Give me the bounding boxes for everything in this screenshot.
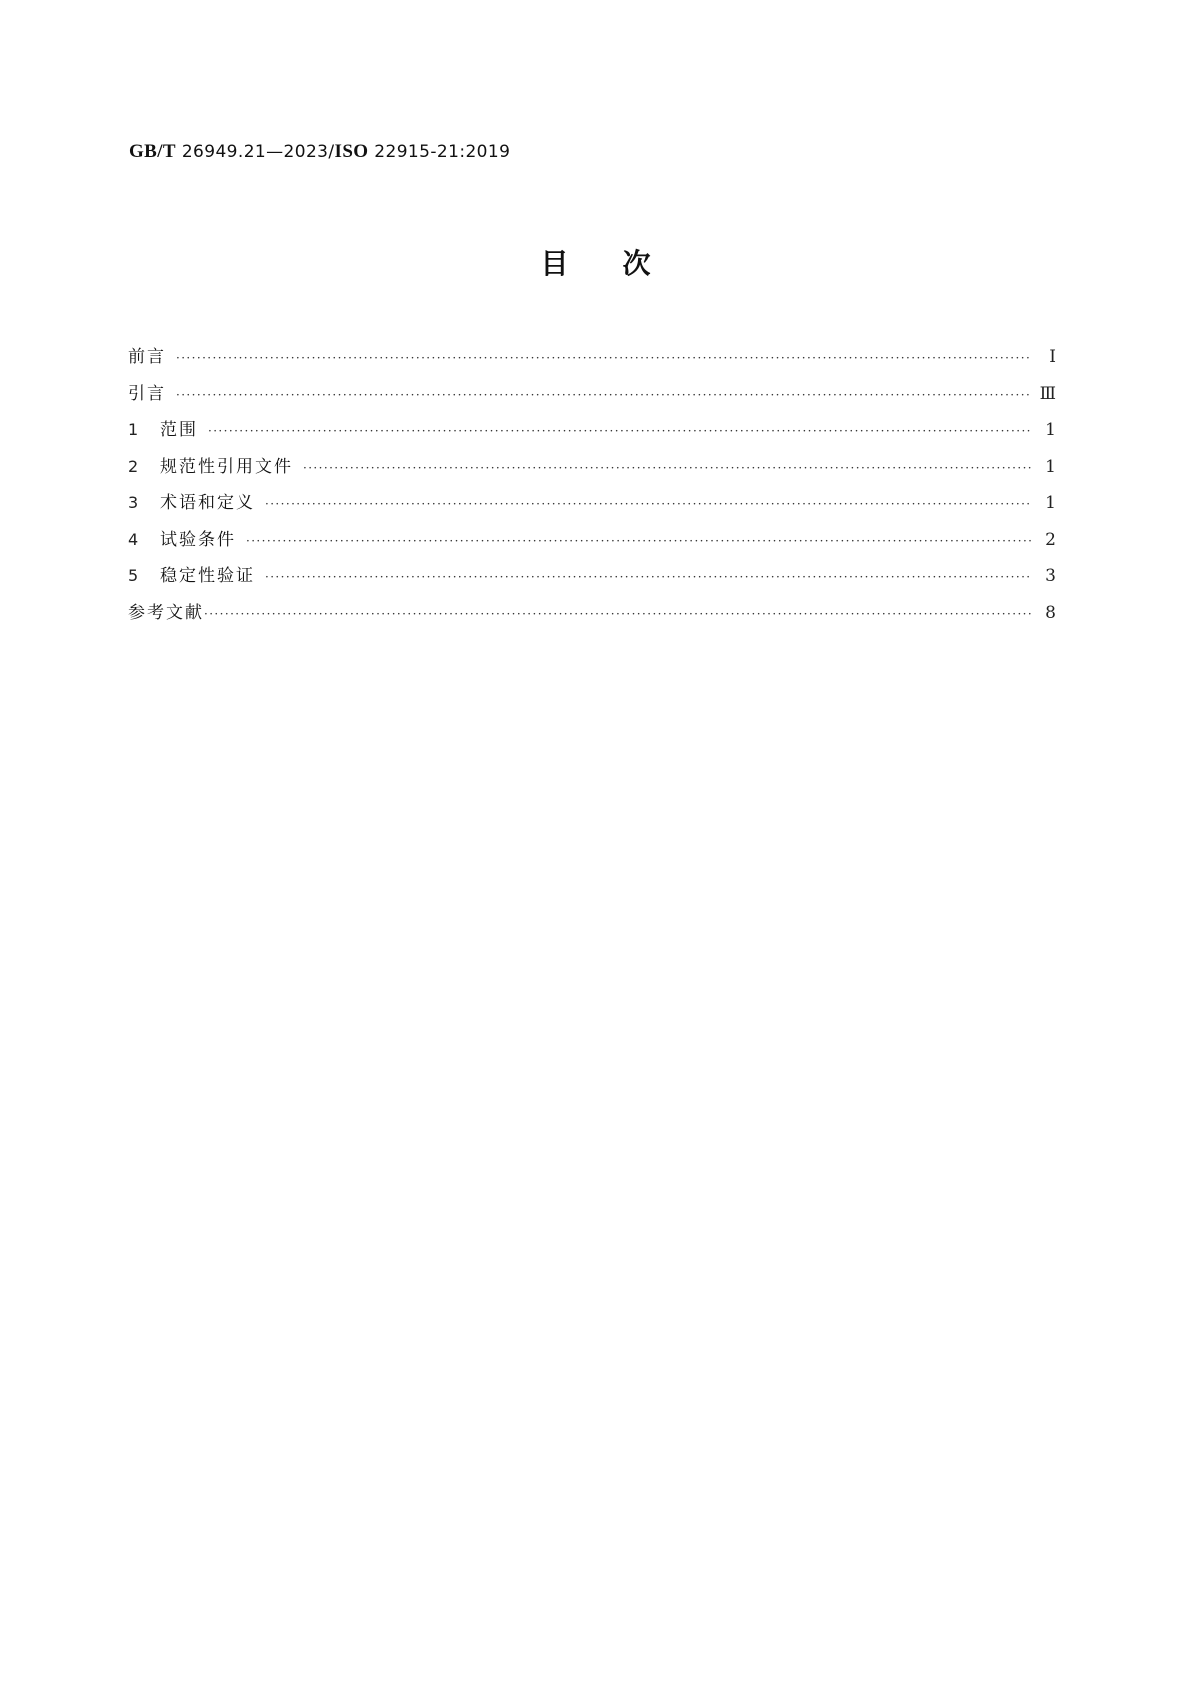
toc-entry-number: 3 <box>128 493 139 512</box>
standard-code-number: 26949.21—2023/ <box>176 142 335 162</box>
toc-entry-page: Ⅰ <box>1049 347 1056 367</box>
toc-entry-foreword[interactable] <box>128 345 1056 382</box>
toc-dot-leader <box>176 383 1032 407</box>
standard-number-header <box>129 140 510 164</box>
toc-dot-leader <box>265 492 1032 516</box>
standard-code-prefix: GB/T <box>129 141 177 162</box>
toc-entry-bibliography[interactable] <box>128 601 1056 638</box>
toc-dot-leader <box>204 602 1032 626</box>
toc-dot-leader <box>176 346 1032 370</box>
toc-entry-page: 8 <box>1045 602 1056 623</box>
iso-code-number: 22915-21:2019 <box>368 142 511 162</box>
toc-dot-leader <box>208 419 1032 443</box>
toc-entry-label: 参考文献 <box>128 602 204 623</box>
toc-entry-number: 4 <box>128 529 139 549</box>
toc-entry-page: 3 <box>1045 566 1056 586</box>
toc-entry-label: 前言 <box>128 347 166 367</box>
toc-dot-leader <box>246 529 1032 553</box>
toc-title: 目次 <box>540 247 705 280</box>
toc-entry-terms-definitions[interactable] <box>128 491 1056 528</box>
toc-entry-scope[interactable] <box>128 418 1056 455</box>
toc-entry-page: 1 <box>1045 493 1056 513</box>
toc-dot-leader <box>303 456 1032 480</box>
toc-entry-page: Ⅲ <box>1039 383 1056 404</box>
iso-code-prefix: ISO <box>334 141 369 162</box>
toc-entry-page: 1 <box>1045 456 1056 477</box>
toc-entry-normative-references[interactable] <box>128 455 1056 492</box>
toc-entry-label: 稳定性验证 <box>160 566 255 586</box>
toc-dot-leader <box>265 565 1032 589</box>
toc-entry-number: 1 <box>128 420 139 439</box>
toc-entry-label: 术语和定义 <box>160 493 255 513</box>
toc-entry-label: 规范性引用文件 <box>160 456 293 477</box>
toc-entry-number: 5 <box>128 566 139 585</box>
toc-entry-page: 2 <box>1045 529 1056 550</box>
toc-entry-introduction[interactable] <box>128 382 1056 419</box>
toc-entry-stability-verification[interactable] <box>128 564 1056 601</box>
toc-entry-number: 2 <box>128 456 139 476</box>
toc-entry-label: 试验条件 <box>160 529 236 550</box>
table-of-contents <box>128 345 1056 637</box>
toc-entry-test-conditions[interactable] <box>128 528 1056 565</box>
toc-entry-page: 1 <box>1045 420 1056 440</box>
toc-entry-label: 引言 <box>128 383 166 404</box>
toc-entry-label: 范围 <box>160 420 198 440</box>
